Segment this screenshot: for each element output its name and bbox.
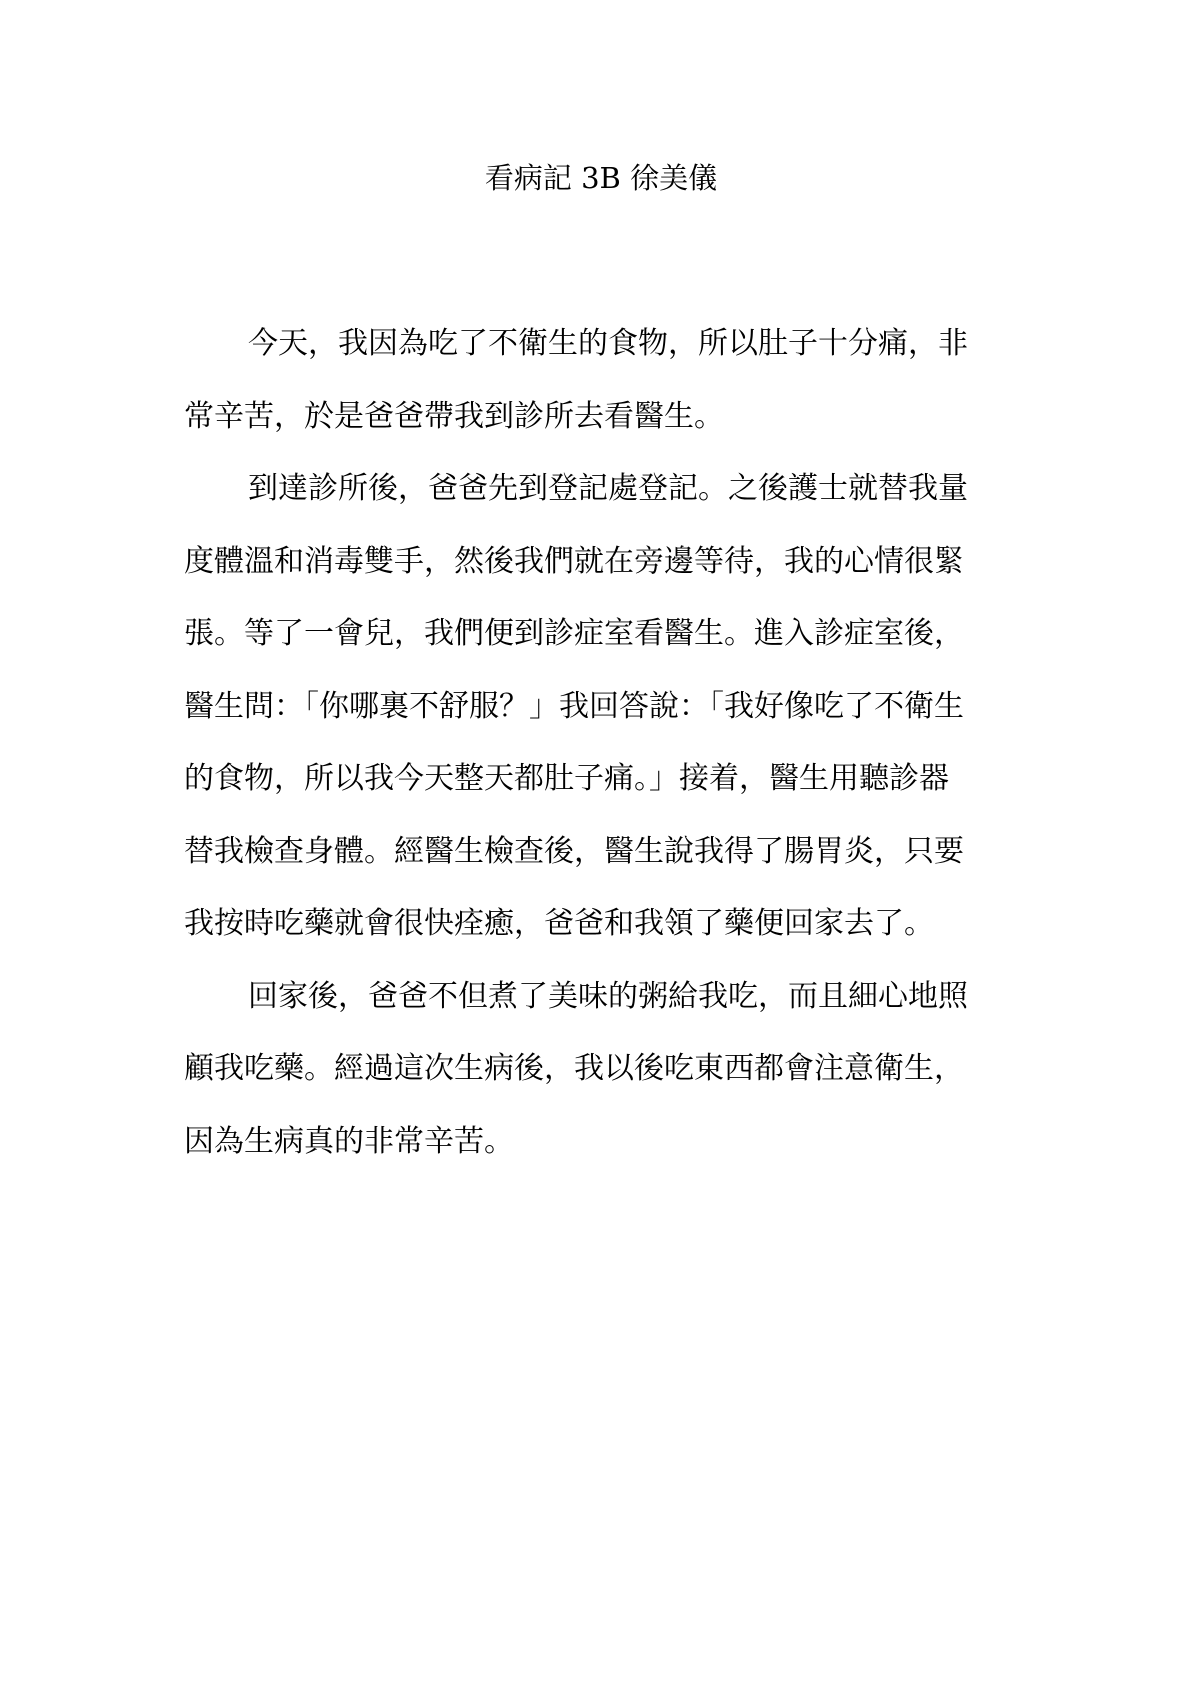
essay-line: 回家後，爸爸不但煮了美味的粥給我吃，而且細心地照: [248, 978, 968, 1014]
essay-title: 看病記 3B 徐美儀: [484, 161, 718, 195]
essay-line: 顧我吃藥。經過這次生病後，我以後吃東西都會注意衛生，: [184, 1051, 964, 1086]
essay-line: 張。等了一會兒，我們便到診症室看醫生。進入診症室後，: [184, 616, 964, 651]
essay-line: 因為生病真的非常辛苦。: [184, 1123, 514, 1159]
essay-line: 今天，我因為吃了不衛生的食物，所以肚子十分痛，非: [248, 326, 968, 361]
essay-line: 的食物，所以我今天整天都肚子痛。」接着，醫生用聽診器: [184, 761, 949, 796]
essay-line: 醫生問：「你哪裏不舒服？」我回答說：「我好像吃了不衛生: [184, 688, 964, 724]
essay-line: 我按時吃藥就會很快痊癒，爸爸和我領了藥便回家去了。: [184, 906, 934, 941]
essay-line: 替我檢查身體。經醫生檢查後，醫生說我得了腸胃炎，只要: [184, 833, 964, 869]
essay-body: [184, 308, 1034, 1178]
essay-line: 常辛苦，於是爸爸帶我到診所去看醫生。: [184, 398, 724, 434]
essay-line: 度體溫和消毒雙手，然後我們就在旁邊等待，我的心情很緊: [184, 543, 964, 579]
essay-line: 到達診所後，爸爸先到登記處登記。之後護士就替我量: [248, 471, 968, 506]
